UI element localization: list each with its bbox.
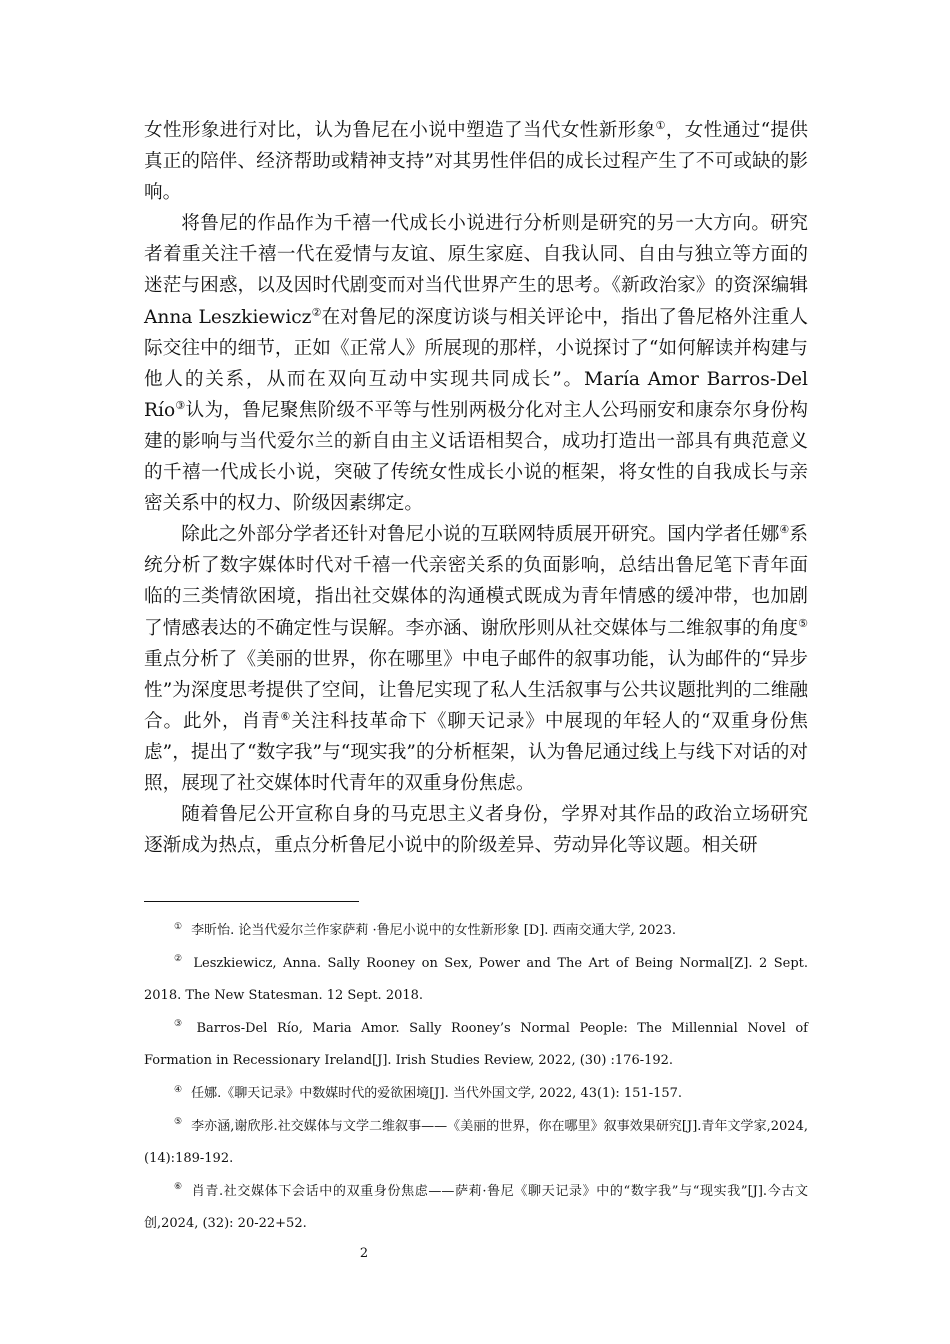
footnote-reference[interactable]: ④ [779,523,790,537]
paragraph-text: 除此之外部分学者还针对鲁尼小说的互联网特质展开研究。国内学者任娜 [181,524,780,546]
footnote-mark: ④ [174,1084,183,1095]
paragraph-text: 将鲁尼的作品作为千禧一代成长小说进行分析则是研究的另一大方向。研究者着重关注千禧一代在爱情与友谊、原生家庭、自我认同、自由与独立等方面的迷茫与困惑，以及因时代剧变而对当代世界产生的思考。《新政治家》的资深编辑 Anna Leszkiewicz [144,213,808,328]
paragraph-text: 女性形象进行对比，认为鲁尼在小说中塑造了当代女性新形象 [144,120,656,141]
paragraph [144,208,808,519]
footnote [144,1013,808,1078]
paragraph-text: 随着鲁尼公开宣称自身的马克思主义者身份，学界对其作品的政治立场研究逐渐成为热点，重点分析鲁尼小说中的阶级差异、劳动异化等议题。相关研 [144,804,808,857]
footnote-text: Barros-Del Río, Maria Amor. Sally Rooney’s Normal People: The Millennial Novel of Formation in Recessionary Ireland[J]. Irish Studies Review, 2022, (30) :176-192. [144,1020,808,1069]
footnote-reference[interactable]: ① [655,118,666,132]
footnote [144,1111,808,1176]
paragraph-text: 在对鲁尼的深度访谈与相关评论中，指出了鲁尼格外注重人际交往中的细节，正如《正常人》所展现的那样，小说探讨了“如何解读并构建与他人的关系，从而在双向互动中实现共同成长”。María Amor Barros-Del Río [144,306,808,421]
footnote [144,1078,808,1111]
footnote-reference[interactable]: ② [311,305,322,319]
footnote-text: 肖青.社交媒体下会话中的双重身份焦虑——萨莉·鲁尼《聊天记录》中的“数字我”与“现实我”[J].今古文创,2024, (32): 20-22+52. [144,1183,808,1232]
footnote-text: 李昕怡. 论当代爱尔兰作家萨莉 ·鲁尼小说中的女性新形象 [D]. 西南交通大学, 2023. [191,923,677,938]
footnote-reference[interactable]: ③ [175,398,186,412]
footnote-mark: ② [174,954,185,965]
paragraph-text: ，女性通过“提供真正的陪伴、经济帮助或精神支持”对其男性伴侣的成长过程产生了不可或缺的影响。 [144,120,808,204]
footnotes [144,915,808,1241]
footnote-reference[interactable]: ⑤ [798,616,808,630]
paragraph [144,115,808,208]
paragraph-text: 关注科技革命下《聊天记录》中展现的年轻人的“双重身份焦虑”，提出了“数字我”与“现实我”的分析框架，认为鲁尼通过线上与线下对话的对照，展现了社交媒体时代青年的双重身份焦虑。 [144,710,808,794]
footnote-reference[interactable]: ⑥ [280,709,292,723]
footnote [144,915,808,948]
paragraph-text: 系统分析了数字媒体时代对千禧一代亲密关系的负面影响，总结出鲁尼笔下青年面临的三类情欲困境，指出社交媒体的沟通模式既成为青年情感的缓冲带，也加剧了情感表达的不确定性与误解。李亦涵、谢欣彤则从社交媒体与二维叙事的角度 [144,524,808,639]
footnote-mark: ⑤ [174,1117,183,1128]
footnote-text: Leszkiewicz, Anna. Sally Rooney on Sex, Power and The Art of Being Normal[Z]. 2 Sept. 2018. The New Statesman. 12 Sept. 2018. [144,955,808,1004]
body-text [144,115,808,861]
footnote [144,1176,808,1241]
footnote-separator [144,901,359,902]
footnote-text: 李亦涵,谢欣彤.社交媒体与文学二维叙事——《美丽的世界，你在哪里》叙事效果研究[J].青年文学家,2024,(14):189-192. [144,1118,808,1167]
footnote-mark: ① [174,921,183,932]
paragraph [144,519,808,799]
footnote-mark: ⑥ [174,1182,183,1193]
paragraph-text: 重点分析了《美丽的世界，你在哪里》中电子邮件的叙事功能，认为邮件的“异步性”为深度思考提供了空间，让鲁尼实现了私人生活叙事与公共议题批判的二维融合。此外，肖青 [144,648,808,732]
page-number: 2 [359,1246,369,1261]
footnote-mark: ③ [174,1019,188,1030]
footnote-text: 任娜.《聊天记录》中数媒时代的爱欲困境[J]. 当代外国文学, 2022, 43(1): 151-157. [191,1085,683,1101]
paragraph-text: 认为，鲁尼聚焦阶级不平等与性别两极分化对主人公玛丽安和康奈尔身份构建的影响与当代爱尔兰的新自由主义话语相契合，成功打造出一部具有典范意义的千禧一代成长小说，突破了传统女性成长小说的框架，将女性的自我成长与亲密关系中的权力、阶级因素绑定。 [144,399,808,515]
paragraph [144,799,808,861]
footnote [144,948,808,1013]
